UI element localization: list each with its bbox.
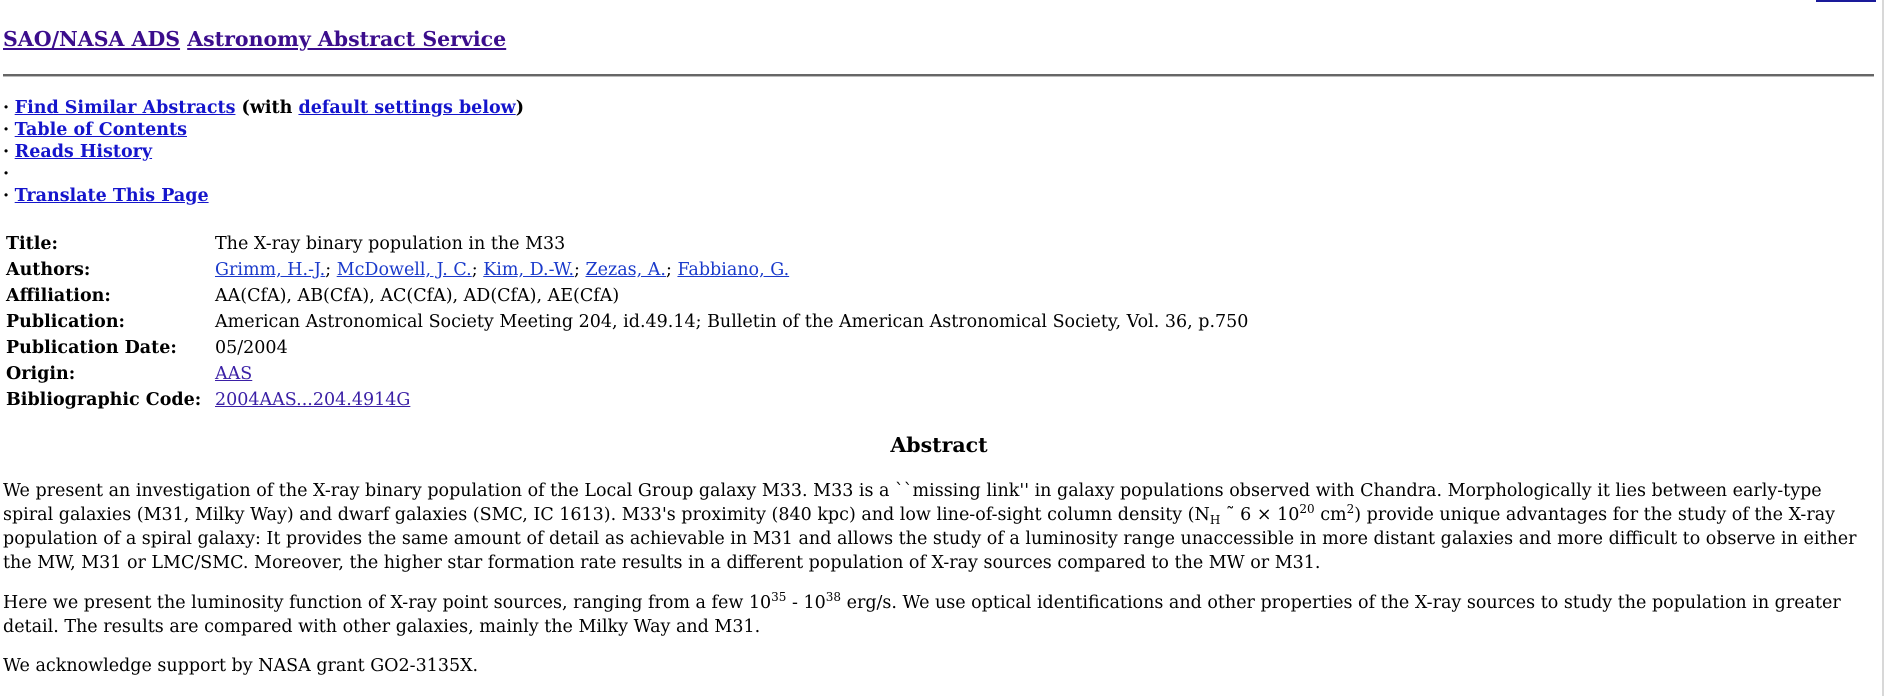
author-separator: ; — [471, 260, 484, 280]
subscript: H — [1209, 513, 1221, 527]
site-title — [3, 27, 506, 51]
text-run: - 10 — [786, 593, 826, 613]
origin-link[interactable]: AAS — [215, 364, 253, 384]
find-similar-link[interactable]: Find Similar Abstracts — [14, 98, 236, 118]
toc-row — [3, 119, 524, 141]
translate-row — [3, 185, 524, 207]
author-separator: ; — [665, 260, 678, 280]
text-run: cm — [1314, 505, 1347, 525]
title-value: The X-ray binary population in the M33 — [215, 234, 566, 254]
table-of-contents-link[interactable]: Table of Contents — [14, 120, 187, 140]
text-run: We present an investigation of the X-ray binary population of the Local Group galaxy M33. M33 is a ``missing link'' in galaxy populations observed with Chandra. Morphologically it lies between early-type spiral galaxies (M31, Milky Way) and dwarf galaxies (SMC, IC 1613). M33's proximity (840 kpc) and low line-of-sight column density (N — [3, 481, 1822, 525]
bullet: · — [3, 186, 10, 206]
bibcode-cell — [212, 387, 1251, 413]
find-similar-row — [3, 97, 524, 119]
date-label: Publication Date: — [6, 338, 177, 358]
affiliation-label: Affiliation: — [6, 286, 111, 306]
origin-row — [3, 361, 1251, 387]
header-divider — [3, 74, 1874, 77]
bullet: · — [3, 98, 10, 118]
author-link[interactable]: Kim, D.-W. — [483, 260, 575, 280]
abstract-paragraph-1 — [3, 479, 1877, 575]
authors-row — [3, 257, 1251, 283]
abstract-heading — [3, 433, 1875, 457]
author-separator: ; — [325, 260, 337, 280]
date-value: 05/2004 — [215, 338, 288, 358]
origin-cell — [212, 361, 1251, 387]
text-run: ˜ 6 × 10 — [1220, 505, 1300, 525]
authors-value — [212, 257, 1251, 283]
clipped-top-link[interactable] — [1816, 0, 1876, 2]
abstract-service-link[interactable]: Astronomy Abstract Service — [187, 27, 507, 51]
abstract-paragraph-2 — [3, 591, 1877, 639]
translate-page-link[interactable]: Translate This Page — [14, 186, 209, 206]
bibcode-row — [3, 387, 1251, 413]
text-run: erg/s. We use optical identifications and other properties of the X-ray sources to study the population in greater detail. The results are compared with other galaxies, mainly the Milky Way and M31. — [3, 593, 1841, 637]
superscript: 20 — [1299, 502, 1315, 516]
text-run: Here we present the luminosity function of X-ray point sources, ranging from a few 10 — [3, 593, 772, 613]
publication-row — [3, 309, 1251, 335]
reads-history-link[interactable]: Reads History — [14, 142, 153, 162]
author-link[interactable]: McDowell, J. C. — [336, 260, 472, 280]
bullet: · — [3, 164, 10, 184]
empty-row — [3, 163, 524, 185]
author-link[interactable]: Fabbiano, G. — [677, 260, 790, 280]
text-run: ) provide unique advantages for the study of the X-ray population of a spiral galaxy: It provides the same amount of detail as achievable in M31 and allows the study of a luminosity range unaccessible in more distant galaxies and more difficult to observe in either the MW, M31 or LMC/SMC. Moreover, the higher star formation rate results in a different population of X-ray sources compared to the MW or M31. — [3, 505, 1857, 573]
affiliation-value: AA(CfA), AB(CfA), AC(CfA), AD(CfA), AE(CfA) — [215, 286, 620, 306]
reads-history-row — [3, 141, 524, 163]
ads-home-link[interactable]: SAO/NASA ADS — [3, 27, 181, 51]
superscript: 35 — [771, 590, 787, 604]
authors-label: Authors: — [6, 260, 91, 280]
with-text-open: (with — [235, 98, 299, 118]
bibcode-label: Bibliographic Code: — [6, 390, 202, 410]
superscript: 38 — [825, 590, 842, 604]
publication-label: Publication: — [6, 312, 125, 332]
abstract-paragraph-3: We acknowledge support by NASA grant GO2-3135X. — [3, 656, 479, 676]
origin-label: Origin: — [6, 364, 76, 384]
superscript: 2 — [1346, 502, 1355, 516]
action-links — [3, 97, 524, 207]
default-settings-link[interactable]: default settings below — [298, 98, 516, 118]
date-row — [3, 335, 1251, 361]
bibcode-link[interactable]: 2004AAS...204.4914G — [215, 390, 411, 410]
title-label: Title: — [6, 234, 58, 254]
title-row — [3, 231, 1251, 257]
publication-value: American Astronomical Society Meeting 204, id.49.14; Bulletin of the American Astronomical Society, Vol. 36, p.750 — [215, 312, 1249, 332]
bullet: · — [3, 120, 10, 140]
author-link[interactable]: Grimm, H.-J. — [215, 260, 326, 280]
affiliation-row — [3, 283, 1251, 309]
with-text-close: ) — [515, 98, 524, 118]
metadata-table — [3, 231, 1251, 413]
author-separator: ; — [574, 260, 586, 280]
author-link[interactable]: Zezas, A. — [585, 260, 666, 280]
bullet: · — [3, 142, 10, 162]
abstract-heading-text: Abstract — [890, 433, 988, 457]
